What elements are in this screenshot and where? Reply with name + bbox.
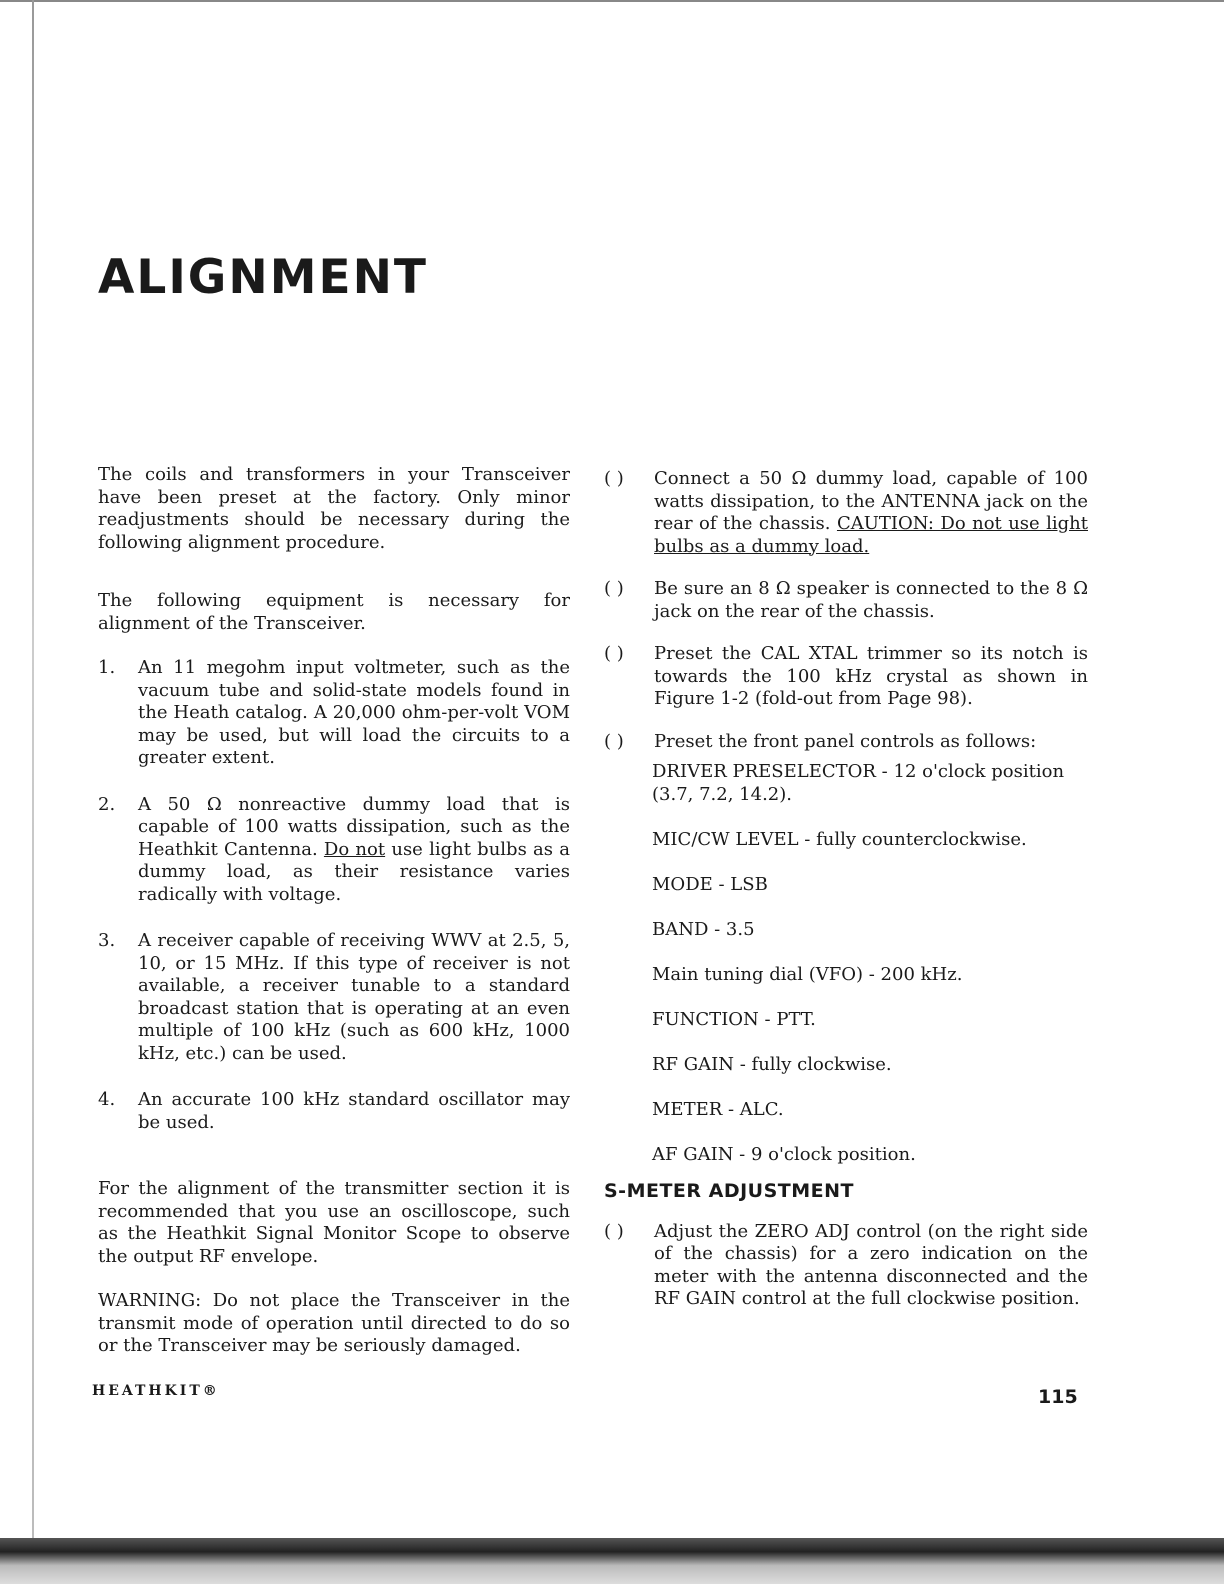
checklist-step: [604, 731, 1088, 754]
control-setting: FUNCTION - PTT.: [652, 1008, 816, 1030]
item-text-part: use light bulbs as a dummy load, as their resistance varies radically with voltage.: [138, 838, 571, 905]
checklist-step: [604, 643, 1088, 711]
control-setting: Main tuning dial (VFO) - 200 kHz.: [652, 963, 963, 985]
page-number: 115: [1038, 1386, 1078, 1408]
control-setting: MIC/CW LEVEL - fully counterclockwise.: [652, 828, 1027, 850]
section-heading: S-METER ADJUSTMENT: [604, 1180, 855, 1202]
item-text: A receiver capable of receiving WWV at 2.5, 5, 10, or 15 MHz. If this type of receiver is not available, a receiver tunable to a standard broadcast station that is operating at an even multiple of 100 kHz (such as 600 kHz, 1000 kHz, etc.) can be used.: [138, 930, 570, 1064]
item-number: 2.: [98, 793, 116, 815]
scan-top-edge: [0, 0, 1224, 2]
step-text: Adjust the ZERO ADJ control (on the right side of the chassis) for a zero indication on the meter with the antenna disconnected and the RF GAIN control at the full clockwise position.: [654, 1220, 1088, 1309]
item-number: 3.: [98, 930, 116, 951]
checklist-step: [604, 578, 1088, 623]
control-setting: RF GAIN - fully clockwise.: [652, 1053, 892, 1075]
control-setting: MODE - LSB: [652, 873, 768, 895]
item-number: 1.: [98, 657, 116, 678]
control-setting: METER - ALC.: [652, 1098, 784, 1120]
item-number: 4.: [98, 1089, 116, 1110]
warning-paragraph: WARNING: Do not place the Transceiver in the transmit mode of operation until directed to do so or the Transceiver may be seriously damaged.: [98, 1290, 570, 1356]
item-text: An accurate 100 kHz standard oscillator may be used.: [138, 1089, 570, 1133]
step-text: [654, 468, 1088, 558]
equipment-item: [98, 930, 570, 1065]
control-setting: AF GAIN - 9 o'clock position.: [652, 1143, 916, 1165]
checklist-step: [604, 468, 1088, 558]
checkbox-marker[interactable]: ( ): [604, 468, 624, 489]
control-settings-list: [652, 761, 1088, 1166]
scan-left-edge: [32, 0, 34, 1584]
intro-paragraph: The coils and transformers in your Transceiver have been preset at the factory. Only minor readjustments should be necessary during the following alignment procedure.: [98, 464, 570, 553]
control-setting: DRIVER PRESELECTOR - 12 o'clock position (3.7, 7.2, 14.2).: [652, 761, 1065, 805]
item-text: An 11 megohm input voltmeter, such as the vacuum tube and solid-state models found in the Heath catalog. A 20,000 ohm-per-volt VOM may be used, but will load the circuits to a greater extent.: [138, 657, 570, 768]
step-text: Preset the CAL XTAL trimmer so its notch is towards the 100 kHz crystal as shown in Figure 1-2 (fold-out from Page 98).: [654, 643, 1088, 709]
checkbox-marker[interactable]: ( ): [604, 643, 624, 664]
checkbox-marker[interactable]: ( ): [604, 1220, 624, 1242]
equipment-item: [98, 657, 570, 770]
underlined-emphasis: Do not: [323, 838, 386, 860]
item-text-part: A 50 Ω nonreactive dummy load that is capable of 100 watts dissipation, such as the Heathkit Cantenna.: [138, 793, 570, 860]
checkbox-marker[interactable]: ( ): [604, 730, 624, 752]
brand-logo: HEATHKIT®: [92, 1383, 220, 1399]
scan-bottom-edge: [0, 1538, 1224, 1584]
checklist-step: [604, 1221, 1088, 1311]
oscilloscope-note: For the alignment of the transmitter section it is recommended that you use an oscilloscope, such as the Heathkit Signal Monitor Scope to observe the output RF envelope.: [98, 1178, 570, 1267]
checkbox-marker[interactable]: ( ): [604, 578, 624, 599]
step-text-part: Connect a 50 Ω dummy load, capable of 100 watts dissipation, to the ANTENNA jack on the rear of the chassis.: [654, 468, 1088, 534]
control-setting: BAND - 3.5: [652, 918, 755, 940]
left-column: [98, 464, 570, 1358]
right-column: [604, 468, 1088, 1331]
item-text: [138, 794, 570, 907]
equipment-item: [98, 1089, 570, 1134]
step-text: Be sure an 8 Ω speaker is connected to the 8 Ω jack on the rear of the chassis.: [654, 578, 1088, 622]
equipment-intro: The following equipment is necessary for alignment of the Transceiver.: [98, 590, 570, 634]
step-text: Preset the front panel controls as follows:: [654, 730, 1037, 752]
page-title: ALIGNMENT: [98, 250, 428, 305]
caution-text: CAUTION: Do not use light bulbs as a dummy load.: [654, 513, 1088, 557]
equipment-item: [98, 794, 570, 907]
